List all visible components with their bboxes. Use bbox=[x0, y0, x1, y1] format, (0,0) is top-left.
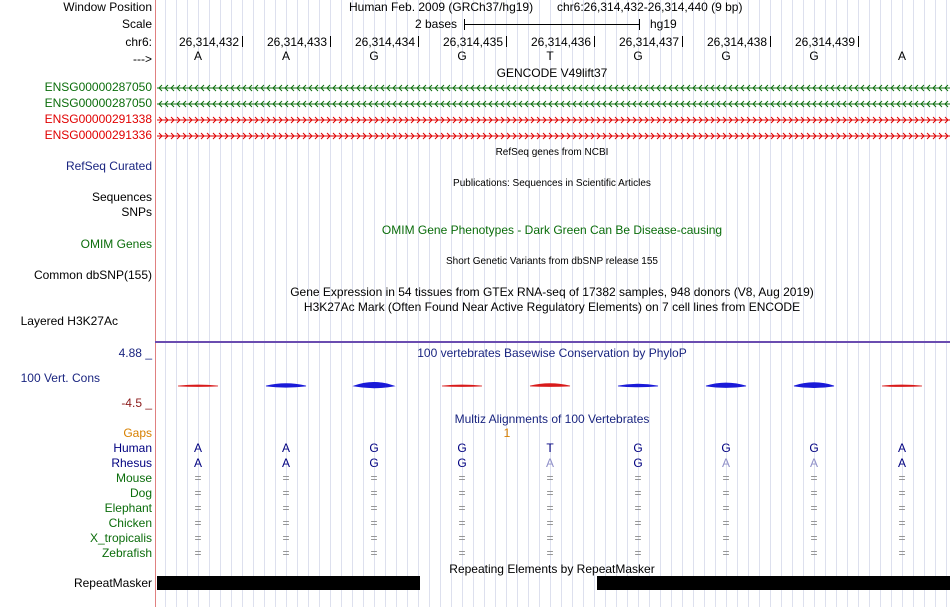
gencode-track-label[interactable]: ENSG00000287050 bbox=[44, 80, 152, 94]
ruler-coordinate: 26,314,435 bbox=[442, 35, 504, 49]
alignment-base: A bbox=[193, 441, 202, 455]
repeat-element[interactable] bbox=[597, 576, 950, 590]
ruler-tick bbox=[242, 36, 243, 47]
alignment-base: = bbox=[370, 546, 378, 560]
dbsnp-label[interactable]: Common dbSNP(155) bbox=[33, 268, 152, 282]
alignment-base: = bbox=[546, 501, 554, 515]
alignment-base: = bbox=[898, 501, 906, 515]
h3k27ac-title: H3K27Ac Mark (Often Found Near Active Regulatory Elements) on 7 cell lines from ENCODE bbox=[303, 300, 801, 314]
alignment-base: = bbox=[458, 516, 466, 530]
ruler-tick bbox=[594, 36, 595, 47]
alignment-base: = bbox=[810, 471, 818, 485]
alignment-base: = bbox=[282, 531, 290, 545]
alignment-base: = bbox=[282, 471, 290, 485]
alignment-base: = bbox=[898, 486, 906, 500]
alignment-base: = bbox=[458, 546, 466, 560]
phylop-max-label: 4.88 _ bbox=[118, 346, 152, 360]
species-label[interactable]: Dog bbox=[129, 486, 152, 500]
ruler-coordinate: 26,314,437 bbox=[618, 35, 680, 49]
phylop-title: 100 vertebrates Basewise Conservation by PhyloP bbox=[417, 346, 687, 360]
phylop-plot[interactable] bbox=[155, 360, 950, 410]
alignment-base: = bbox=[634, 501, 642, 515]
alignment-base: A bbox=[545, 456, 554, 470]
alignment-base: G bbox=[369, 441, 379, 455]
phylop-score bbox=[354, 382, 394, 387]
dbsnp-title: Short Genetic Variants from dbSNP release 155 bbox=[446, 256, 658, 267]
multiz-title: Multiz Alignments of 100 Vertebrates bbox=[454, 412, 650, 426]
snps-label[interactable]: SNPs bbox=[121, 205, 152, 219]
alignment-base: = bbox=[370, 471, 378, 485]
alignment-base: = bbox=[194, 531, 202, 545]
gencode-track-label[interactable]: ENSG00000287050 bbox=[44, 96, 152, 110]
alignment-base: = bbox=[810, 531, 818, 545]
alignment-base: A bbox=[281, 441, 290, 455]
species-label[interactable]: Chicken bbox=[108, 516, 152, 530]
species-label[interactable]: Elephant bbox=[104, 501, 152, 515]
phylop-label[interactable]: 100 Vert. Cons bbox=[20, 371, 100, 385]
alignment-base: T bbox=[546, 441, 554, 455]
ruler-base: T bbox=[546, 49, 554, 63]
omim-label[interactable]: OMIM Genes bbox=[80, 237, 152, 251]
assembly-text: Human Feb. 2009 (GRCh37/hg19) bbox=[349, 0, 534, 14]
ruler-tick bbox=[506, 36, 507, 47]
alignment-base: = bbox=[458, 486, 466, 500]
alignment-base: = bbox=[722, 546, 730, 560]
refseq-label[interactable]: RefSeq Curated bbox=[65, 159, 152, 173]
alignment-base: = bbox=[458, 501, 466, 515]
gencode-gene-tracks[interactable] bbox=[155, 80, 950, 144]
gaps-label: Gaps bbox=[123, 426, 152, 440]
h3k27ac-signal bbox=[155, 341, 950, 343]
ruler-coordinate: 26,314,434 bbox=[354, 35, 416, 49]
species-label[interactable]: Rhesus bbox=[111, 456, 152, 470]
alignment-base: = bbox=[194, 501, 202, 515]
ruler-tick bbox=[858, 36, 859, 47]
alignment-base: = bbox=[370, 516, 378, 530]
alignment-base: = bbox=[546, 486, 554, 500]
alignment-base: A bbox=[281, 456, 290, 470]
chrom-label: chr6: bbox=[125, 35, 152, 49]
ruler-coordinate: 26,314,433 bbox=[266, 35, 328, 49]
alignment-base: = bbox=[194, 546, 202, 560]
alignment-base: = bbox=[370, 486, 378, 500]
position-text: chr6:26,314,432-26,314,440 (9 bp) bbox=[557, 0, 743, 14]
alignment-base: = bbox=[722, 471, 730, 485]
ruler-base: G bbox=[633, 49, 643, 63]
ruler-base: A bbox=[897, 49, 906, 63]
alignment-base: = bbox=[546, 516, 554, 530]
alignment-base: = bbox=[810, 546, 818, 560]
alignment-base: = bbox=[546, 471, 554, 485]
alignment-base: = bbox=[898, 471, 906, 485]
alignment-base: = bbox=[810, 501, 818, 515]
alignment-base: = bbox=[458, 531, 466, 545]
alignment-base: = bbox=[370, 501, 378, 515]
repeatmasker-title: Repeating Elements by RepeatMasker bbox=[449, 562, 655, 576]
scale-text: 2 bases bbox=[415, 17, 458, 31]
ruler-coordinate: 26,314,439 bbox=[794, 35, 856, 49]
omim-title: OMIM Gene Phenotypes - Dark Green Can Be Disease-causing bbox=[381, 223, 723, 237]
alignment-base: = bbox=[810, 516, 818, 530]
alignment-base: = bbox=[722, 486, 730, 500]
alignment-base: = bbox=[194, 516, 202, 530]
gencode-title: GENCODE V49lift37 bbox=[496, 66, 608, 80]
gencode-track-label[interactable]: ENSG00000291338 bbox=[44, 112, 152, 126]
gencode-track-label[interactable]: ENSG00000291336 bbox=[44, 128, 152, 142]
phylop-min-label: -4.5 _ bbox=[121, 396, 152, 410]
strand-label: ---> bbox=[133, 52, 152, 66]
ruler-tick bbox=[770, 36, 771, 47]
window-position-label: Window Position bbox=[63, 0, 152, 14]
alignment-base: = bbox=[810, 486, 818, 500]
phylop-score bbox=[266, 384, 306, 388]
alignment-base: = bbox=[634, 486, 642, 500]
species-label[interactable]: Human bbox=[113, 441, 152, 455]
gtex-title: Gene Expression in 54 tissues from GTEx RNA-seq of 17382 samples, 948 donors (V8, Aug 2019) bbox=[290, 285, 814, 299]
alignment-base: = bbox=[194, 471, 202, 485]
alignment-base: G bbox=[457, 456, 467, 470]
h3k27ac-label[interactable]: Layered H3K27Ac bbox=[20, 314, 118, 328]
alignment-base: = bbox=[282, 546, 290, 560]
alignment-base: = bbox=[634, 531, 642, 545]
ruler-tick bbox=[330, 36, 331, 47]
alignment-base: G bbox=[633, 441, 643, 455]
phylop-score bbox=[882, 385, 922, 387]
alignment-base: = bbox=[722, 516, 730, 530]
phylop-score bbox=[530, 384, 570, 387]
alignment-base: G bbox=[633, 456, 643, 470]
publications-title: Publications: Sequences in Scientific Articles bbox=[453, 178, 651, 189]
refseq-title: RefSeq genes from NCBI bbox=[495, 147, 609, 158]
gap-count: 1 bbox=[503, 426, 511, 440]
phylop-score bbox=[794, 383, 834, 388]
scale-db: hg19 bbox=[650, 17, 677, 31]
alignment-base: A bbox=[721, 456, 730, 470]
ruler-coordinate: 26,314,438 bbox=[706, 35, 768, 49]
repeat-element[interactable] bbox=[157, 576, 420, 590]
alignment-base: = bbox=[282, 516, 290, 530]
repeatmasker-label[interactable]: RepeatMasker bbox=[73, 576, 152, 590]
ruler-tick bbox=[418, 36, 419, 47]
alignment-base: = bbox=[634, 471, 642, 485]
ruler-tick bbox=[682, 36, 683, 47]
ruler-coordinate: 26,314,432 bbox=[178, 35, 240, 49]
ruler-coordinate: 26,314,436 bbox=[530, 35, 592, 49]
species-label[interactable]: Zebrafish bbox=[101, 546, 152, 560]
species-label[interactable]: X_tropicalis bbox=[89, 531, 152, 545]
scale-bar bbox=[463, 17, 643, 32]
ruler-base: A bbox=[281, 49, 290, 63]
ruler-base: G bbox=[809, 49, 819, 63]
alignment-base: = bbox=[634, 516, 642, 530]
alignment-base: = bbox=[634, 546, 642, 560]
alignment-base: = bbox=[194, 486, 202, 500]
phylop-score bbox=[442, 385, 482, 387]
phylop-score bbox=[618, 384, 658, 387]
alignment-base: G bbox=[369, 456, 379, 470]
alignment-base: = bbox=[722, 531, 730, 545]
alignment-base: G bbox=[721, 441, 731, 455]
alignment-base: = bbox=[898, 531, 906, 545]
alignment-base: = bbox=[282, 501, 290, 515]
species-label[interactable]: Mouse bbox=[115, 471, 152, 485]
alignment-base: = bbox=[546, 546, 554, 560]
ruler-base: G bbox=[721, 49, 731, 63]
scale-label: Scale bbox=[121, 17, 152, 31]
alignment-base: = bbox=[898, 516, 906, 530]
alignment-base: A bbox=[809, 456, 818, 470]
alignment-base: = bbox=[546, 531, 554, 545]
alignment-base: A bbox=[897, 441, 906, 455]
alignment-base: A bbox=[193, 456, 202, 470]
alignment-base: G bbox=[809, 441, 819, 455]
ruler-base: A bbox=[193, 49, 202, 63]
alignment-base: = bbox=[282, 486, 290, 500]
alignment-base: = bbox=[458, 471, 466, 485]
alignment-base: A bbox=[897, 456, 906, 470]
alignment-base: = bbox=[722, 501, 730, 515]
alignment-base: G bbox=[457, 441, 467, 455]
alignment-base: = bbox=[898, 546, 906, 560]
alignment-base: = bbox=[370, 531, 378, 545]
sequences-label[interactable]: Sequences bbox=[91, 190, 152, 204]
ruler-base: G bbox=[369, 49, 379, 63]
ruler-base: G bbox=[457, 49, 467, 63]
phylop-score bbox=[706, 383, 746, 388]
phylop-score bbox=[178, 385, 218, 387]
